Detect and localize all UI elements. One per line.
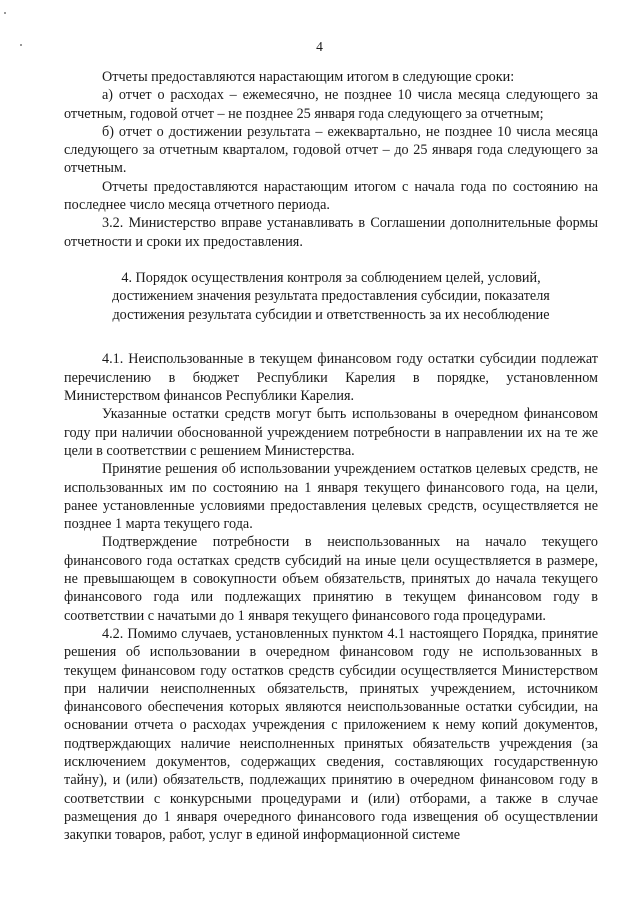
paragraph-3-2: 3.2. Министерство вправе устанавливать в Соглашении дополнительные формы отчетности и сроки их предоставления. bbox=[64, 215, 598, 250]
paragraph-4-2: 4.2. Помимо случаев, установленных пунктом 4.1 настоящего Порядка, принятие решения об использовании в очередном финансовом году не использованных в текущем финансовом году остатков средств субсидии осуществляется Министерством при наличии неисполненных обязательств, принятых учреждением, источником финансового обеспечения которых являются неиспользованные остатки субсидии, на основании отчета о расходах учреждения с приложением к нему копий документов, подтверждающих наличие неисполненных принятых обязательств учреждения (за исключением документов, содержащих сведения, составляющих государственную тайну), и (или) обязательств, подлежащих принятию в очередном финансовом году в соответствии с конкурсными процедурами и (или) отборами, а также в случае размещения до 1 января очередного финансового года извещения об осуществлении закупки товаров, работ, услуг в единой информационной системе bbox=[64, 625, 598, 844]
paragraph-reporting-terms: Отчеты предоставляются нарастающим итогом в следующие сроки: bbox=[102, 69, 515, 85]
paragraph-result-report: б) отчет о достижении результата – ежеквартально, не позднее 10 числа месяца следующего за отчетным кварталом, годовой отчет – до 25 января года следующего за отчетным. bbox=[64, 123, 598, 177]
document-body bbox=[64, 68, 598, 844]
paragraph-expense-report: а) отчет о расходах – ежемесячно, не позднее 10 числа месяца следующего за отчетным, годовой отчет – не позднее 25 января года следующего за отчетным; bbox=[64, 87, 598, 122]
paragraph-remaining-funds: Указанные остатки средств могут быть использованы в очередном финансовом году при наличии обоснованной учреждением потребности в направлении их на те же цели в соответствии с решением Министерства. bbox=[64, 406, 598, 459]
paragraph-decision-deadline: Принятие решения об использовании учреждением остатков целевых средств, не использованных им по состоянию на 1 января текущего финансового года, на цели, ранее установленные условиями предоставления целевых средств, осуществляется не позднее 1 марта текущего года. bbox=[64, 461, 598, 533]
paragraph-need-confirmation: Подтверждение потребности в неиспользованных на начало текущего финансового года остатках средств субсидий на иные цели осуществляется в размере, не превышающем в совокупности объем обязательств, принятых до начала текущего финансового года или подлежащих принятию в текущем финансовом году в соответствии с начатыми до 1 января текущего финансового года процедурами. bbox=[64, 534, 598, 624]
scan-speck bbox=[4, 12, 6, 14]
section-heading: 4. Порядок осуществления контроля за соблюдением целей, условий, достижением значения результата предоставления субсидии, показателя достижения результата субсидии и ответственность за их несоблюдение bbox=[112, 269, 550, 323]
paragraph-cumulative-reports: Отчеты предоставляются нарастающим итогом с начала года по состоянию на последнее число месяца отчетного периода. bbox=[64, 178, 598, 214]
spacer bbox=[64, 251, 598, 269]
spacer bbox=[64, 324, 598, 350]
paragraph-4-1: 4.1. Неиспользованные в текущем финансовом году остатки субсидии подлежат перечислению в бюджет Республики Карелия в порядке, установленном Министерством финансов Республики Карелия. bbox=[64, 351, 598, 405]
page-number: 4 bbox=[316, 39, 323, 54]
